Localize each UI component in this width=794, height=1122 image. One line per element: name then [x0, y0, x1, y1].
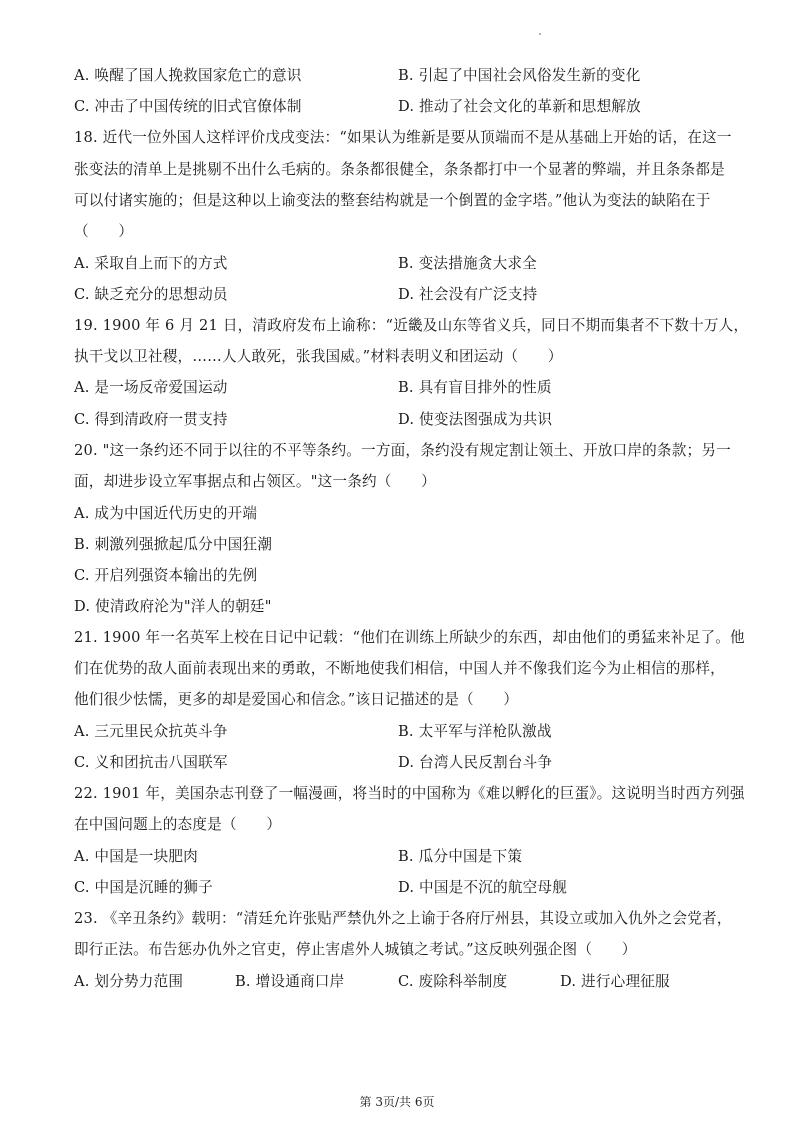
q20-stem-line-2: 面，却进步设立军事据点和占领区。"这一条约（ ）	[74, 473, 436, 490]
page-number-footer: 第 3页/共 6页	[359, 1095, 435, 1109]
q22-option-b: B. 瓜分中国是下策	[398, 848, 523, 865]
scan-dot	[539, 33, 541, 35]
q18-answer-blank: （ ）	[74, 223, 134, 240]
q18-option-d: D. 社会没有广泛支持	[398, 286, 538, 303]
q20-option-b: B. 刺激列强掀起瓜分中国狂潮	[74, 536, 273, 553]
q23-stem-line-1: 23. 《辛丑条约》载明：“清廷允许张贴严禁仇外之上谕于各府厅州县，其设立或加入仇外之会党者，	[74, 910, 732, 927]
q21-stem-line-3: 他们很少怯懦，更多的却是爱国心和信念。”该日记描述的是（ ）	[74, 691, 519, 708]
q19-stem-line-1: 19. 1900 年 6 月 21 日，清政府发布上谕称：“近畿及山东等省义兵，同日不期而集者不下数十万人，	[74, 317, 749, 334]
q17-option-b: B. 引起了中国社会风俗发生新的变化	[398, 67, 641, 84]
q18-option-c: C. 缺乏充分的思想动员	[74, 286, 228, 303]
q18-stem-line-2: 张变法的清单上是挑剔不出什么毛病的。条条都很健全，条条都打中一个显著的弊端，并且条条都是	[74, 161, 725, 178]
q21-stem-line-1: 21. 1900 年一名英军上校在日记中记载：“他们在训练上所缺少的东西，却由他们的勇猛来补足了。他	[74, 629, 745, 646]
q20-option-a: A. 成为中国近代历史的开端	[74, 505, 258, 522]
q22-option-d: D. 中国是不沉的航空母舰	[398, 879, 567, 896]
q18-stem-line-1: 18. 近代一位外国人这样评价戊戌变法：“如果认为维新是要从顶端而不是从基础上开始的话，在这一	[74, 129, 732, 146]
q21-option-c: C. 义和团抗击八国联军	[74, 754, 228, 771]
q23-option-b: B. 增设通商口岸	[235, 973, 345, 990]
q22-option-a: A. 中国是一块肥肉	[74, 848, 198, 865]
q20-option-d: D. 使清政府沦为"洋人的朝廷"	[74, 598, 272, 615]
q23-option-c: C. 废除科举制度	[398, 973, 508, 990]
q19-option-b: B. 具有盲目排外的性质	[398, 379, 552, 396]
q21-stem-line-2: 们在优势的敌人面前表现出来的勇敢，不断地使我们相信，中国人并不像我们迄今为止相信的那样，	[74, 660, 725, 677]
q21-option-d: D. 台湾人民反割台斗争	[398, 754, 553, 771]
q23-option-d: D. 进行心理征服	[560, 973, 670, 990]
q22-stem-line-2: 在中国问题上的态度是（ ）	[74, 816, 282, 833]
q23-stem-line-2: 即行正法。布告惩办仇外之官吏，停止害虐外人城镇之考试。”这反映列强企图（ ）	[74, 941, 637, 958]
q19-option-c: C. 得到清政府一贯支持	[74, 411, 228, 428]
q18-option-a: A. 采取自上而下的方式	[74, 255, 228, 272]
q22-stem-line-1: 22. 1901 年，美国杂志刊登了一幅漫画，将当时的中国称为《难以孵化的巨蛋》。这说明当时西方列强	[74, 785, 745, 802]
q20-option-c: C. 开启列强资本输出的先例	[74, 567, 258, 584]
q19-option-a: A. 是一场反帝爱国运动	[74, 379, 228, 396]
q22-option-c: C. 中国是沉睡的狮子	[74, 879, 213, 896]
q21-option-a: A. 三元里民众抗英斗争	[74, 723, 228, 740]
q21-option-b: B. 太平军与洋枪队激战	[398, 723, 552, 740]
q17-option-d: D. 推动了社会文化的革新和思想解放	[398, 98, 641, 115]
q19-stem-line-2: 执干戈以卫社稷，……人人敢死，张我国威。”材料表明义和团运动（ ）	[74, 348, 563, 365]
q18-option-b: B. 变法措施贪大求全	[398, 255, 537, 272]
q17-option-c: C. 冲击了中国传统的旧式官僚体制	[74, 98, 302, 115]
q19-option-d: D. 使变法图强成为共识	[398, 411, 553, 428]
q18-stem-line-3: 可以付诸实施的；但是这种以上谕变法的整套结构就是一个倒置的金字塔。”他认为变法的缺陷在于	[74, 192, 711, 209]
q17-option-a: A. 唤醒了国人挽救国家危亡的意识	[74, 67, 302, 84]
q23-option-a: A. 划分势力范围	[74, 973, 184, 990]
q20-stem-line-1: 20. "这一条约还不同于以往的不平等条约。一方面，条约没有规定割让领土、开放口岸的条款；另一	[74, 442, 731, 459]
